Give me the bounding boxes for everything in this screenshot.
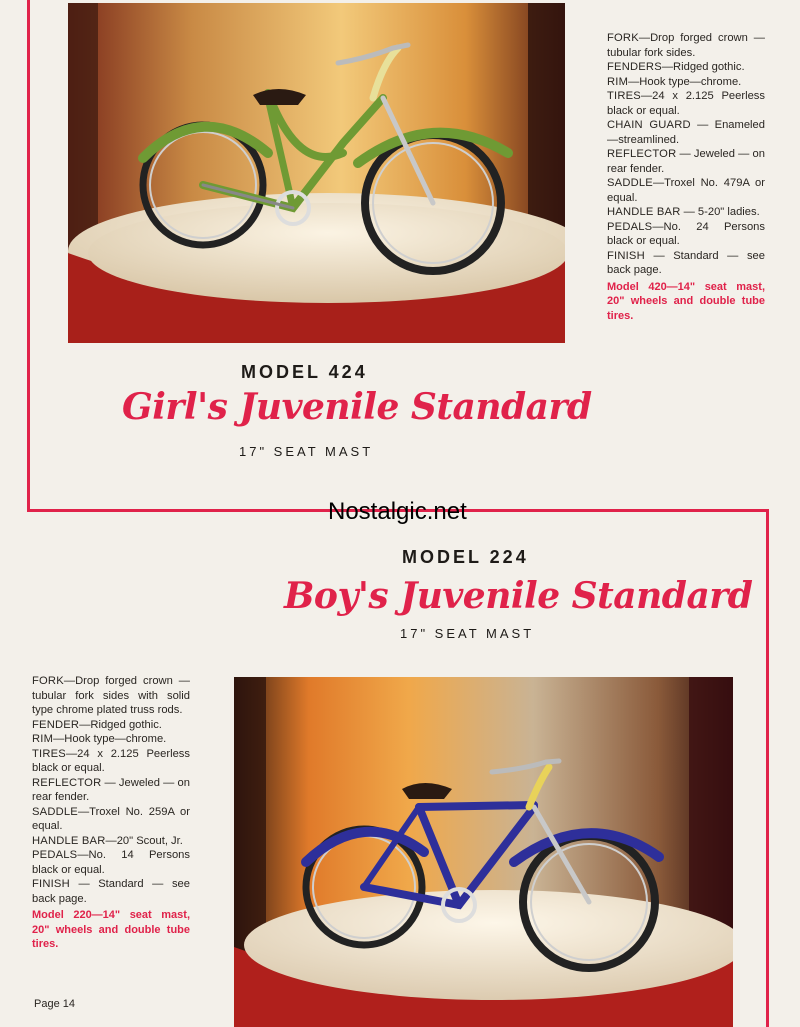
model-title: Boy's Juvenile Standard	[284, 575, 753, 617]
spec-pedals: PEDALS—No. 24 Persons black or equal.	[607, 220, 765, 247]
model-number: MODEL 424	[241, 362, 368, 382]
seat-mast-label: 17" SEAT MAST	[400, 626, 535, 641]
top-frame-left-rule	[27, 0, 30, 512]
model-variant-note: Model 220—14" seat mast, 20" wheels and double tube tires.	[32, 909, 190, 950]
model-title: Girl's Juvenile Standard	[122, 386, 592, 428]
model-variant-note: Model 420—14" seat mast, 20" wheels and double tube tires.	[607, 280, 765, 322]
spec-saddle: SADDLE—Troxel No. 259A or equal.	[32, 805, 190, 832]
spec-saddle: SADDLE—Troxel No. 479A or equal.	[607, 177, 765, 204]
seat-mast-label: 17" SEAT MAST	[239, 444, 374, 459]
spec-tires: TIRES—24 x 2.125 Peerless black or equal.	[32, 747, 190, 774]
spec-fork: FORK—Drop forged crown —tubular fork sides with solid type chrome plated truss rods.	[32, 675, 190, 716]
spec-pedals: PEDALS—No. 14 Persons black or equal.	[32, 849, 190, 876]
bottom-frame-right-rule	[766, 509, 769, 1027]
spec-finish: FINISH — Standard — see back page.	[607, 249, 765, 276]
spec-handle-bar: HANDLE BAR — 5-20" ladies.	[607, 206, 760, 218]
spec-fenders: FENDERS—Ridged gothic.	[607, 61, 745, 73]
spec-fender: FENDER—Ridged gothic.	[32, 718, 162, 731]
spec-rim: RIM—Hook type—chrome.	[32, 733, 167, 745]
spec-handle-bar: HANDLE BAR—20" Scout, Jr.	[32, 834, 183, 847]
spec-chain-guard: CHAIN GUARD — Enameled—streamlined.	[607, 119, 765, 146]
spec-tires: TIRES—24 x 2.125 Peerless black or equal.	[607, 90, 765, 117]
girls-bicycle-photo	[68, 3, 565, 343]
spec-finish: FINISH — Standard — see back page.	[32, 878, 190, 905]
boys-bicycle-specs	[32, 674, 190, 952]
girls-bicycle-specs	[607, 31, 765, 323]
spec-fork: FORK—Drop forged crown —tubular fork sides.	[607, 32, 765, 59]
watermark: Nostalgic.net	[328, 498, 467, 525]
spec-rim: RIM—Hook type—chrome.	[607, 75, 742, 88]
page-number: Page 14	[34, 998, 75, 1010]
model-number: MODEL 224	[402, 547, 529, 567]
spec-reflector: REFLECTOR — Jeweled — on rear fender.	[607, 148, 765, 175]
spec-reflector: REFLECTOR — Jeweled — on rear fender.	[32, 776, 190, 803]
boys-bicycle-photo	[234, 677, 733, 1027]
